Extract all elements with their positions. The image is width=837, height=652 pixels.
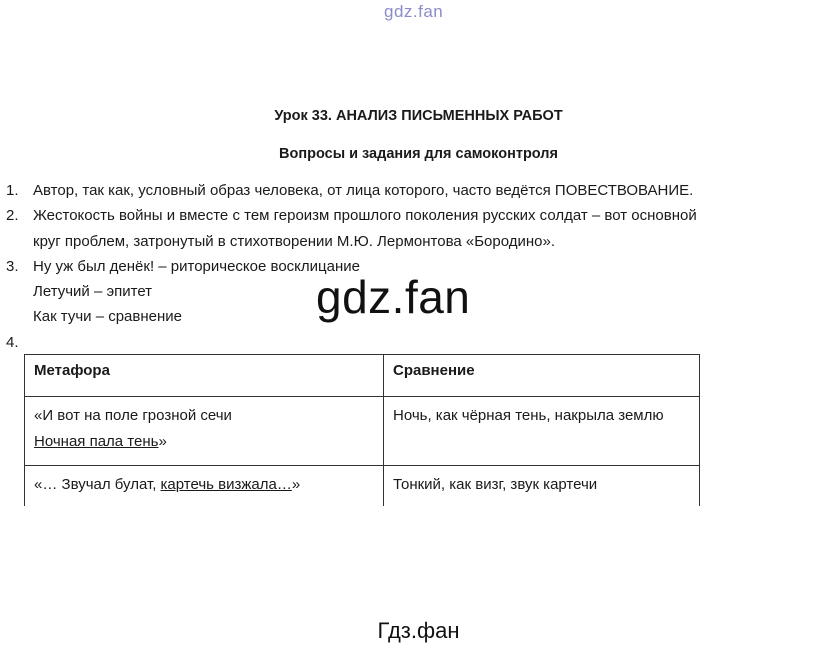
- metaphor-comparison-table: [24, 354, 700, 506]
- table-header-metaphor: Метафора: [25, 355, 384, 397]
- table-cell-metaphor: [25, 397, 384, 466]
- closing-quote: »: [158, 433, 167, 450]
- metaphor-line-1: «И вот на поле грозной сечи: [34, 407, 232, 424]
- list-number: 3.: [6, 258, 19, 275]
- list-number: 2.: [6, 207, 19, 224]
- list-number: 1.: [6, 182, 19, 199]
- metaphor-text: «… Звучал булат,: [34, 476, 161, 493]
- lesson-title: Урок 33. АНАЛИЗ ПИСЬМЕННЫХ РАБОТ: [274, 108, 563, 124]
- table-header-row: [25, 355, 700, 397]
- section-subtitle: Вопросы и задания для самоконтроля: [279, 146, 558, 162]
- table-row: [25, 397, 700, 466]
- metaphor-line-2: [34, 429, 374, 455]
- table-cell-metaphor: [25, 466, 384, 507]
- list-text-line-1: Ну уж был денёк! – риторическое восклицание: [33, 258, 360, 275]
- list-text: Автор, так как, условный образ человека, от лица которого, часто ведётся ПОВЕСТВОВАНИЕ.: [33, 182, 694, 199]
- table-cell-comparison: Ночь, как чёрная тень, накрыла землю: [384, 397, 700, 466]
- table-cell-comparison: Тонкий, как визг, звук картечи: [384, 466, 700, 507]
- table-row: [25, 466, 700, 507]
- list-text-line-2: Летучий – эпитет: [33, 283, 153, 300]
- list-text-line-2: круг проблем, затронутый в стихотворении М.Ю. Лермонтова «Бородино».: [33, 233, 556, 250]
- watermark-center: gdz.fan: [316, 271, 471, 323]
- table-header-comparison: Сравнение: [384, 355, 700, 397]
- watermark-bottom: Гдз.фан: [377, 618, 460, 643]
- underlined-phrase: Ночная пала тень: [34, 433, 159, 450]
- closing-quote: »: [291, 476, 301, 493]
- underlined-phrase: картечь визжала…: [160, 476, 292, 493]
- list-text-line-1: Жестокость войны и вместе с тем героизм прошлого поколения русских солдат – вот основной: [33, 207, 697, 224]
- watermark-top: gdz.fan: [384, 2, 444, 21]
- list-text-line-3: Как тучи – сравнение: [33, 308, 183, 325]
- list-number: 4.: [6, 334, 19, 351]
